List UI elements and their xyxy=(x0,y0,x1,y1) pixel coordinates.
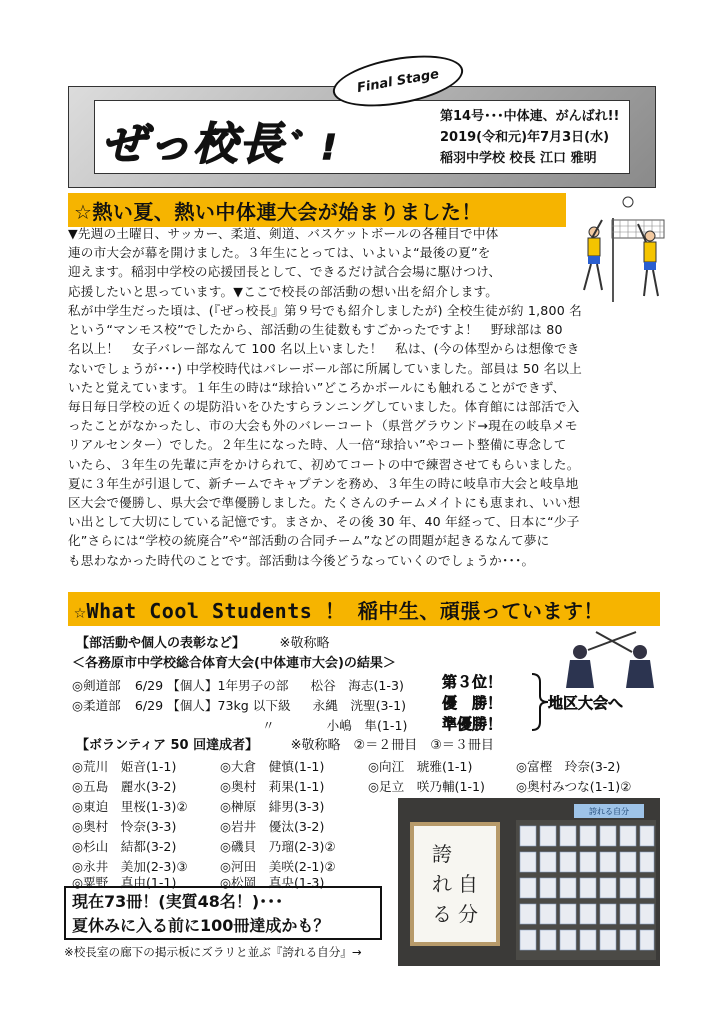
title-mark: ゛! xyxy=(285,128,339,168)
body-line: 夏に３年生が引退して、新チームでキャプテンを務め、３年生の時に岐阜市大会と岐阜地 xyxy=(68,475,579,491)
summary-box xyxy=(64,886,382,940)
volunteer-item: ◎永井 美加(2-3)③ xyxy=(72,859,188,874)
kendo-illustration xyxy=(558,628,660,692)
body-line: 名以上！ 女子バレー部なんて 100 名以上いました！ 私は、(今の体型からは想像でき xyxy=(68,341,580,357)
volunteer-item: ◎荒川 姫音(1-1) xyxy=(72,759,177,774)
volunteer-item: ◎杉山 結都(3-2) xyxy=(72,839,177,854)
awards-heading: 【部活動や個人の表彰など】 ※敬称略 xyxy=(76,636,330,651)
issue-info xyxy=(440,106,620,169)
volunteer-item: ◎奥村 莉果(1-1) xyxy=(220,779,325,794)
body-line: 化”さらには“学校の統廃合”や“部活動の合同チーム”などの問題が起きるなんて夢に xyxy=(68,533,550,549)
issue-date: 2019(令和元)年7月3日(水) xyxy=(440,130,610,145)
issue-number: 第14号･･･中体連、がんばれ!! xyxy=(440,109,620,124)
body-line: 連の市大会が幕を開けました。３年生にとっては、いよいよ“最後の夏”を xyxy=(68,245,491,261)
volunteer-item: ◎向江 琥雅(1-1) xyxy=(368,759,473,774)
result-row: ◎柔道部 6/29 【個人】73kg 以下級 永縄 洸聖(3-1) xyxy=(72,698,406,713)
volunteer-item: ◎奥村 怜奈(3-3) xyxy=(72,819,177,834)
body-line: いたら、３年生の先輩に声をかけられて、初めてコートの中で練習させてもらいました。 xyxy=(68,456,580,472)
body-line: リアルセンター）でした。２年生になった時、人一倍“球拾い”やコート整備に専念して xyxy=(68,437,567,453)
volunteer-item: ◎粟野 真由(1-1) xyxy=(72,875,177,890)
volunteer-item: ◎奥村みつな(1-1)② xyxy=(516,779,632,794)
newsletter-title: ぜっ校長゛! xyxy=(102,119,339,170)
bulletin-board-photo xyxy=(398,798,660,966)
result-row: 〃 小嶋 隼(1-1) xyxy=(262,718,408,733)
body-line: 毎日毎日学校の近くの堤防沿いをひたすらランニングしていました。体育館には部活で入 xyxy=(68,399,580,415)
volunteer-item: ◎五島 麗水(3-2) xyxy=(72,779,177,794)
body-line: 迎えます。稲羽中学校の応援団長として、できるだけ試合会場に駆けつけ、 xyxy=(68,264,502,280)
body-line: ったことがなかったし、市の大会も外のバレーコート（県営グラウンド→現在の岐阜メモ xyxy=(68,418,578,434)
section1-body-bottom xyxy=(68,301,660,570)
result-place-third: 第３位！ xyxy=(442,673,503,691)
body-line: ないでしょうが･･･) 中学校時代はバレーボール部に所属していました。部員は 50 名以上 xyxy=(68,360,582,376)
volunteer-item: ◎大倉 健慎(1-1) xyxy=(220,759,325,774)
honorific-note: ※敬称略 xyxy=(279,636,330,651)
body-line: も思わなかった時代のことです。部活動は今後どうなっていくのでしょうか･･･。 xyxy=(68,552,535,568)
volunteer-item: ◎足立 咲乃輔(1-1) xyxy=(368,779,485,794)
volunteer-item: ◎岩井 優汰(3-2) xyxy=(220,819,325,834)
body-line: い出として大切にしている記憶です。まさか、その後 30 年、40 年経って、日本に“少子 xyxy=(68,514,580,530)
volunteer-item: ◎松岡 真央(1-3) xyxy=(220,875,325,890)
body-line: 応援したいと思っています。▼ここで校長の部活動の想い出を紹介します。 xyxy=(68,283,499,299)
volunteer-item: ◎榊原 緋男(3-3) xyxy=(220,799,325,814)
volunteer-item: ◎富樫 玲奈(3-2) xyxy=(516,759,621,774)
volunteer-heading: 【ボランティア 50 回達成者】 ※敬称略 ②＝２冊目 ③＝３冊目 xyxy=(76,738,494,753)
volunteer-item: ◎河田 美咲(2-1)② xyxy=(220,859,336,874)
photo-caption: ※校長室の廊下の掲示板にズラリと並ぶ『誇れる自分』→ xyxy=(64,945,362,959)
section2-headline: ☆What Cool Students ！ 稲中生、頑張っています！ xyxy=(68,592,660,626)
bracket-icon xyxy=(530,672,550,732)
result-place-winner: 優 勝！ xyxy=(442,694,503,712)
photo-sign: 誇れる自分 xyxy=(574,804,644,818)
result-place-runnerup: 準優勝！ xyxy=(442,715,503,733)
volunteer-item: ◎磯貝 乃瑠(2-3)② xyxy=(220,839,336,854)
summary-line: 現在73冊！(実質48名！)･･･ xyxy=(72,892,284,911)
volunteer-item: ◎東迫 里桜(1-3)② xyxy=(72,799,188,814)
body-line: 私が中学生だった頃は、(『ぜっ校長』第９号でも紹介しましたが) 全校生徒が約 1,800 名 xyxy=(68,303,582,318)
photo-calligraphy-board: 誇 れ る 自 分 xyxy=(410,822,500,946)
tournament-title: ＜各務原市中学校総合体育大会(中体連市大会)の結果＞ xyxy=(72,656,396,671)
result-row: ◎剣道部 6/29 【個人】1年男子の部 松谷 海志(1-3) xyxy=(72,678,404,693)
advance-label: 地区大会へ xyxy=(548,694,624,712)
body-line: 区大会で優勝し、県大会で準優勝しました。たくさんのチームメイトにも恵まれ、いい想 xyxy=(68,495,581,511)
body-line: という“マンモス校”でしたから、部活動の生徒数もすごかったですよ！ 野球部は 80 xyxy=(68,322,563,338)
section1-body-top xyxy=(68,224,588,301)
section1-headline: ☆熱い夏、熱い中体連大会が始まりました！ xyxy=(68,193,566,227)
summary-line: 夏休みに入る前に100冊達成かも？ xyxy=(72,916,330,935)
body-line: いたと覚えています。１年生の時は“球拾い”どころかボールにも触れることができず、 xyxy=(68,379,566,395)
body-line: ▼先週の土曜日、サッカー、柔道、剣道、バスケットボールの各種目で中体 xyxy=(68,226,499,241)
final-stage-badge: Final Stage xyxy=(329,47,467,115)
volunteer-note: ※敬称略 ②＝２冊目 ③＝３冊目 xyxy=(290,738,494,753)
issue-author: 稲羽中学校 校長 江口 雅明 xyxy=(440,151,597,166)
